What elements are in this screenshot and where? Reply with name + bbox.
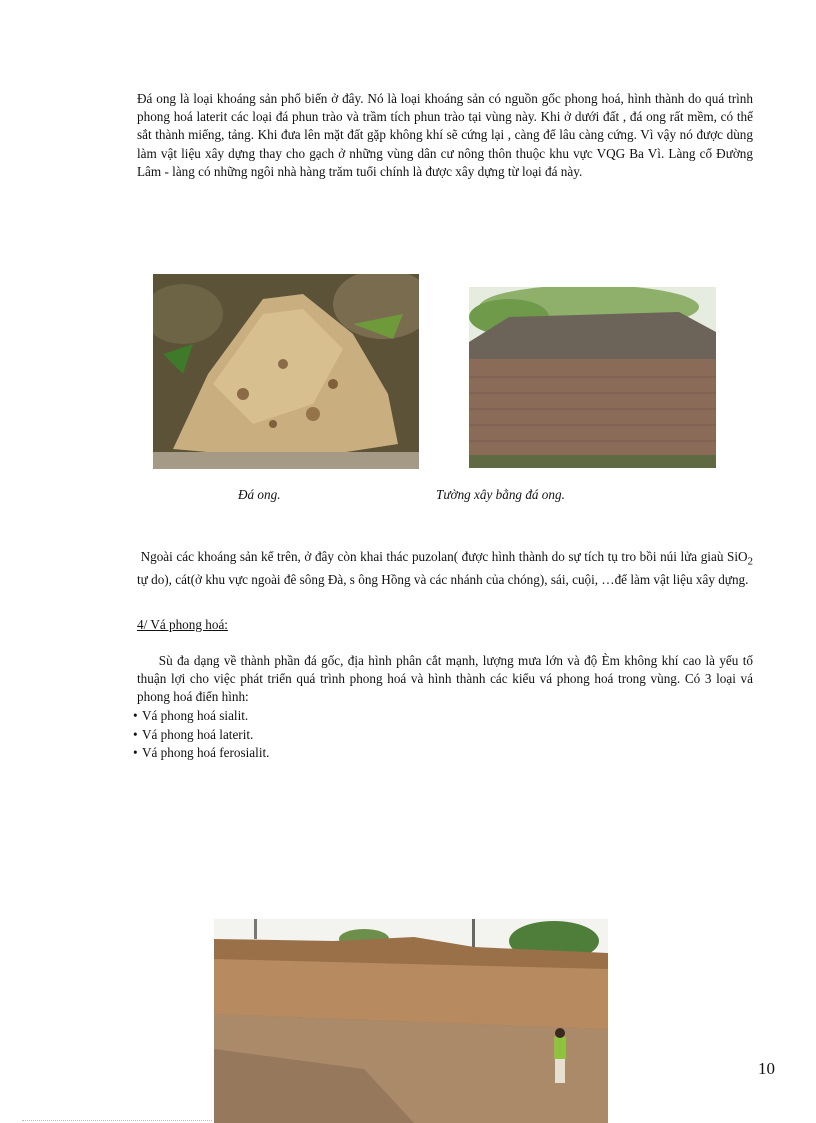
footer-dotted-line: [22, 1120, 212, 1121]
paragraph-other-minerals-part2: tự do), cát(ở khu vực ngoài đê sông Đà, s ông Hồng và các nhánh của chóng), sái, cuội, …để làm vật liệu xây dựng.: [137, 571, 749, 587]
list-item-text: Vá phong hoá laterit.: [142, 726, 254, 742]
section-heading-weathering-crust: 4/ Vá phong hoá:: [137, 617, 228, 632]
weathering-profile-photo: [214, 919, 608, 1123]
list-item-text: Vá phong hoá sialit.: [142, 708, 249, 723]
page-number: 10: [758, 1059, 775, 1078]
weathering-profile-illustration: [214, 919, 608, 1123]
list-item: [133, 726, 269, 745]
bullet-icon: •: [133, 745, 138, 760]
laterite-wall-illustration: [469, 287, 716, 468]
paragraph-other-minerals: [137, 548, 753, 589]
paragraph-weathering-crust: [137, 652, 753, 707]
bullet-icon: •: [133, 708, 138, 723]
paragraph-laterite-intro: Đá ong là loại khoáng sản phổ biến ở đây. Nó là loại khoáng sản có nguồn gốc phong hoá, hình thành do quá trình phong hoá laterit các loại đá phun trào và trầm tích phun trào tại vùng này. Khi ở dưới đất , đá ong rất mềm, có thể sắt thành miếng, tảng. Khi đưa lên mặt đất gặp không khí sẽ cứng lại , càng để lâu càng cứng. Vì vậy nó được dùng làm vật liệu xây dựng thay cho gạch ở những vùng dân cư nông thôn thuộc khu vực VQG Ba Vì. Làng cổ Đường Lâm - làng có những ngôi nhà hàng trăm tuổi chính là được xây dựng từ loại đá này.: [137, 91, 753, 179]
laterite-rock-illustration: [153, 274, 419, 469]
bullet-icon: •: [133, 726, 138, 742]
list-item-text: Vá phong hoá ferosialit.: [142, 745, 270, 760]
paragraph-other-minerals-part1: Ngoài các khoáng sản kể trên, ở đây còn khai thác puzolan( được hình thành do sự tích tụ tro bồi núi lửa giaù SiO: [140, 549, 748, 564]
list-item: [133, 707, 269, 726]
caption-laterite-rock: Đá ong.: [238, 487, 281, 502]
laterite-rock-photo: [153, 274, 419, 469]
list-item: [133, 744, 269, 763]
subscript-two: 2: [747, 555, 754, 568]
laterite-wall-photo: [469, 287, 716, 468]
caption-laterite-wall: Tường xây bằng đá ong.: [436, 487, 565, 502]
paragraph-weathering-crust-text: Sù đa dạng về thành phần đá gốc, địa hình phân cắt mạnh, lượng mưa lớn và độ Èm không khí cao là yếu tố thuận lợi cho việc phát triển quá trình phong hoá và hình thành các kiểu vá phong hoá trong vùng. Có 3 loại vá phong hoá điển hình:: [137, 653, 753, 705]
weathering-crust-list: [133, 707, 269, 763]
